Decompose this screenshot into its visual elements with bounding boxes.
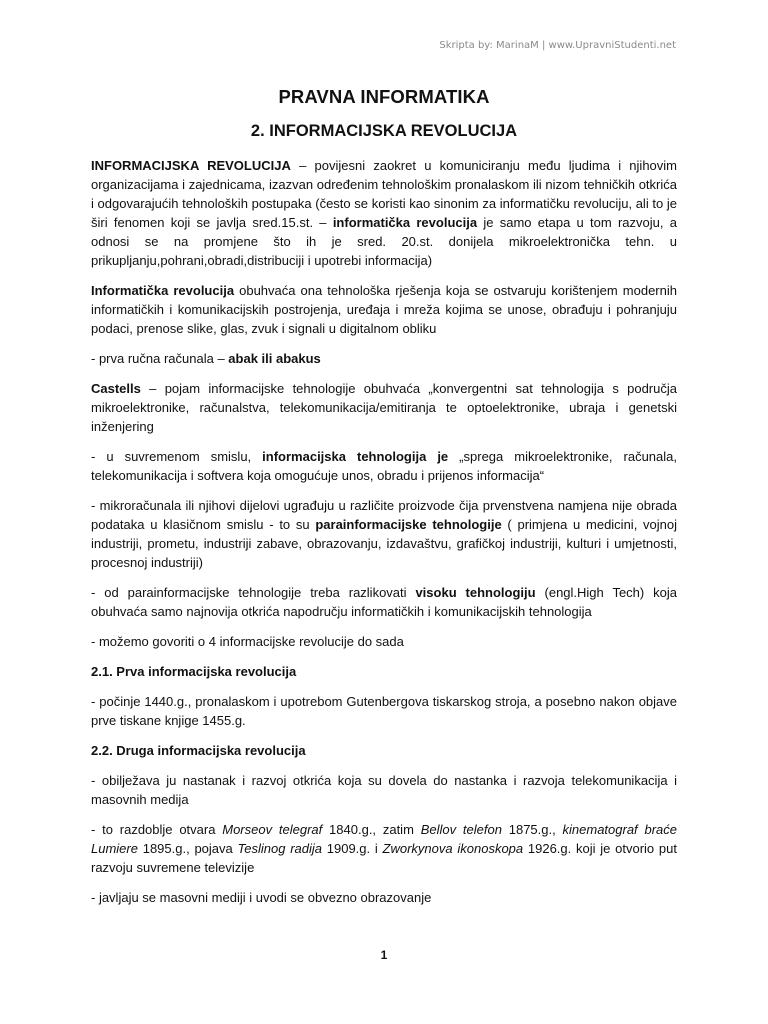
paragraph bbox=[91, 496, 677, 572]
paragraph bbox=[91, 156, 677, 270]
italic-text: Zworkynova ikonoskopa bbox=[382, 841, 524, 856]
text-run: 1875.g., bbox=[501, 822, 563, 837]
bold-text: visoku tehnologiju bbox=[415, 585, 536, 600]
subsection-heading bbox=[91, 741, 677, 760]
text-run: ( primjena u medicini, vojnoj industriji, prometu, industriji zabave, obrazovanju, izdavaštvu, grafičkoj industriji, kulturi i umjetnosti, procesnoj industriji) bbox=[91, 517, 677, 570]
italic-text: Bellov telefon bbox=[420, 822, 502, 837]
text-run: 1926.g. koji je otvorio put razvoju suvremene televizije bbox=[91, 841, 677, 875]
text-run: – pojam informacijske tehnologije obuhvaća „konvergentni sat tehnologija s područja mikroelektronike, računalstva, telekomunikacija/emitiranja te optoelektronike, ubraja i genetski inženjering bbox=[91, 381, 677, 434]
header-credit: Skripta by: MarinaM | www.UpravniStudenti.net bbox=[439, 40, 676, 51]
bold-text: INFORMACIJSKA REVOLUCIJA bbox=[91, 158, 291, 173]
text-run: je samo etapa u tom razvoju, a odnosi se na promjene što ih je sred. 20.st. donijela mikroelektronička tehn. u prikupljanju,pohrani,obradi,distribuciji i upotrebi informacija) bbox=[91, 215, 677, 268]
bold-text: parainformacijske tehnologije bbox=[315, 517, 502, 532]
text-run: - javljaju se masovni mediji i uvodi se obvezno obrazovanje bbox=[91, 890, 432, 905]
paragraph bbox=[91, 820, 677, 877]
paragraph bbox=[91, 447, 677, 485]
paragraph bbox=[91, 632, 677, 651]
paragraph bbox=[91, 281, 677, 338]
bold-text: Castells bbox=[91, 381, 141, 396]
paragraph bbox=[91, 379, 677, 436]
bold-text: informacijska tehnologija je bbox=[262, 449, 449, 464]
bold-text: informatička revolucija bbox=[332, 215, 478, 230]
text-run: – povijesni zaokret u komuniciranju među ljudima i njihovim organizacijama i zajednicama, izazvan određenim tehnološkim pronalaskom ili nizom tehničkih otkrića i odgovarajućih tehnoloških postupaka (često se koristi kao sinonim za informatičku revoluciju, ali to je širi fenomen koji se javlja sred.15.st. – bbox=[91, 158, 677, 230]
text-run: 1909.g. i bbox=[322, 841, 383, 856]
document-title: PRAVNA INFORMATIKA bbox=[278, 86, 490, 107]
text-run: „sprega mikroelektronike, računala, telekomunikacija i softvera koja omogućuje unos, obradu i prijenos informacija“ bbox=[91, 449, 677, 483]
text-run: - obilježava ju nastanak i razvoj otkrića koja su dovela do nastanka i razvoja telekomunikacija i masovnih medija bbox=[91, 773, 677, 807]
paragraph bbox=[91, 583, 677, 621]
italic-text: kinematograf braće Lumiere bbox=[91, 822, 677, 856]
document-page bbox=[91, 86, 677, 918]
bold-text: abak ili abakus bbox=[228, 351, 321, 366]
paragraph bbox=[91, 349, 677, 368]
text-run: - počinje 1440.g., pronalaskom i upotrebom Gutenbergova tiskarskog stroja, a posebno nakon objave prve tiskane knjige 1455.g. bbox=[91, 694, 677, 728]
subsection-heading bbox=[91, 662, 677, 681]
paragraph bbox=[91, 771, 677, 809]
bold-text: 2.1. Prva informacijska revolucija bbox=[91, 664, 297, 679]
body-text bbox=[91, 156, 677, 907]
text-run: obuhvaća ona tehnološka rješenja koja se ostvaruju korištenjem modernih informatičkih i komunikacijskih postrojenja, uređaja i mreža kojima se unose, obrađuju i pohranjuju podaci, prenose slike, glas, zvuk i signali u digitalnom obliku bbox=[91, 283, 677, 336]
text-run: - mikroračunala ili njihovi dijelovi ugrađuju u različite proizvode čija prvenstvena namjena nije obrada podataka u klasičnom smislu - to su bbox=[91, 498, 677, 532]
italic-text: Morseov telegraf bbox=[222, 822, 323, 837]
text-run: 1895.g., pojava bbox=[137, 841, 238, 856]
paragraph bbox=[91, 692, 677, 730]
text-run: - to razdoblje otvara bbox=[91, 822, 223, 837]
text-run: - od parainformacijske tehnologije treba razlikovati bbox=[91, 585, 416, 600]
bold-text: 2.2. Druga informacijska revolucija bbox=[91, 743, 306, 758]
text-run: - možemo govoriti o 4 informacijske revolucije do sada bbox=[91, 634, 404, 649]
bold-text: Informatička revolucija bbox=[91, 283, 235, 298]
paragraph bbox=[91, 888, 677, 907]
page-number: 1 bbox=[380, 948, 388, 962]
text-run: - u suvremenom smislu, bbox=[91, 449, 263, 464]
section-title: 2. INFORMACIJSKA REVOLUCIJA bbox=[250, 122, 518, 140]
text-run: - prva ručna računala – bbox=[91, 351, 229, 366]
italic-text: Teslinog radija bbox=[237, 841, 323, 856]
text-run: (engl.High Tech) koja obuhvaća samo najnovija otkrića napodručju informatičkih i komunikacijskih tehnologija bbox=[91, 585, 677, 619]
text-run: 1840.g., zatim bbox=[322, 822, 421, 837]
